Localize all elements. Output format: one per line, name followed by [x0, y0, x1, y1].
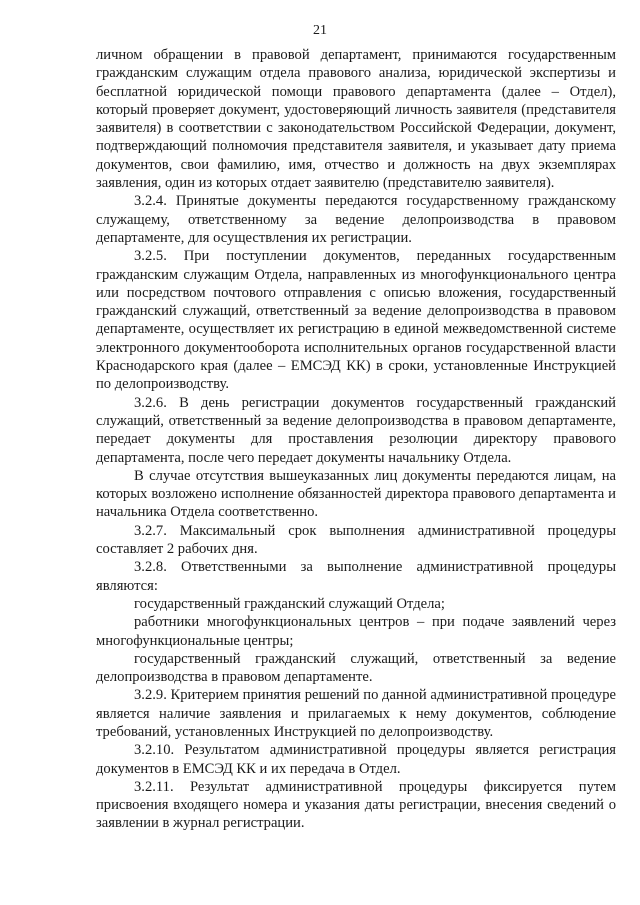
- paragraph-3-2-10: 3.2.10. Результатом административной процедуры является регистрация документов в ЕМСЭД КК и их передача в Отдел.: [96, 742, 616, 777]
- paragraph-3-2-5: 3.2.5. При поступлении документов, переданных государственным гражданским служащим Отдела, направленных из многофункционального центра или посредством почтового отправления с описью вложения, государственный гражданский служащий, ответственный за ведение делопроизводства в правовом департаменте, осуществляет их регистрацию в единой межведомственной системе электронного документооборота исполнительных органов государственной власти Краснодарского края (далее – ЕМСЭД КК) в сроки, установленные Инструкцией по делопроизводству.: [96, 248, 616, 393]
- document-body: [96, 46, 616, 833]
- list-item-department-employee: государственный гражданский служащий Отдела;: [134, 595, 445, 612]
- paragraph-absence-case: В случае отсутствия вышеуказанных лиц документы передаются лицам, на которых возложено исполнение обязанностей директора правового департамента и начальника Отдела соответственно.: [96, 467, 616, 521]
- paragraph-3-2-9: 3.2.9. Критерием принятия решений по данной административной процедуре является наличие заявления и прилагаемых к нему документов, соблюдение требований, установленных Инструкцией по делопроизводству.: [96, 687, 616, 740]
- paragraph-3-2-4: 3.2.4. Принятые документы передаются государственному гражданскому служащему, ответственному за ведение делопроизводства в правовом департаменте, для осуществления их регистрации.: [96, 193, 616, 246]
- list-item-mfc-workers: работники многофункциональных центров – при подаче заявлений через многофункциональные центры;: [96, 614, 616, 649]
- paragraph-3-2-8: 3.2.8. Ответственными за выполнение административной процедуры являются:: [96, 559, 616, 594]
- paragraph-3-2-11: 3.2.11. Результат административной процедуры фиксируется путем присвоения входящего номера и указания даты регистрации, внесения сведений о заявлении в журнал регистрации.: [96, 778, 616, 832]
- paragraph-3-2-7: 3.2.7. Максимальный срок выполнения административной процедуры составляет 2 рабочих дня.: [96, 522, 616, 558]
- page-number: 21: [313, 23, 327, 38]
- paragraph-3-2-6: 3.2.6. В день регистрации документов государственный гражданский служащий, ответственный за ведение делопроизводства в правовом департаменте, передает документы для проставления резолюции директору правового департамента, после чего передает документы начальнику Отдела.: [96, 394, 616, 466]
- paragraph-continuation: личном обращении в правовой департамент, принимаются государственным гражданским служащим отдела правового анализа, юридической экспертизы и бесплатной юридической помощи правового департамента (далее – Отдел), который проверяет документ, удостоверяющий личность заявителя (представителя заявителя) в соответствии с законодательством Российской Федерации, документ, подтверждающий полномочия представителя заявителя, и указывает дату приема документов, свои фамилию, имя, отчество и должность на двух экземплярах заявления, один из которых отдает заявителю (представителю заявителя).: [96, 47, 616, 192]
- list-item-records-clerk: государственный гражданский служащий, ответственный за ведение делопроизводства в правовом департаменте.: [96, 650, 616, 686]
